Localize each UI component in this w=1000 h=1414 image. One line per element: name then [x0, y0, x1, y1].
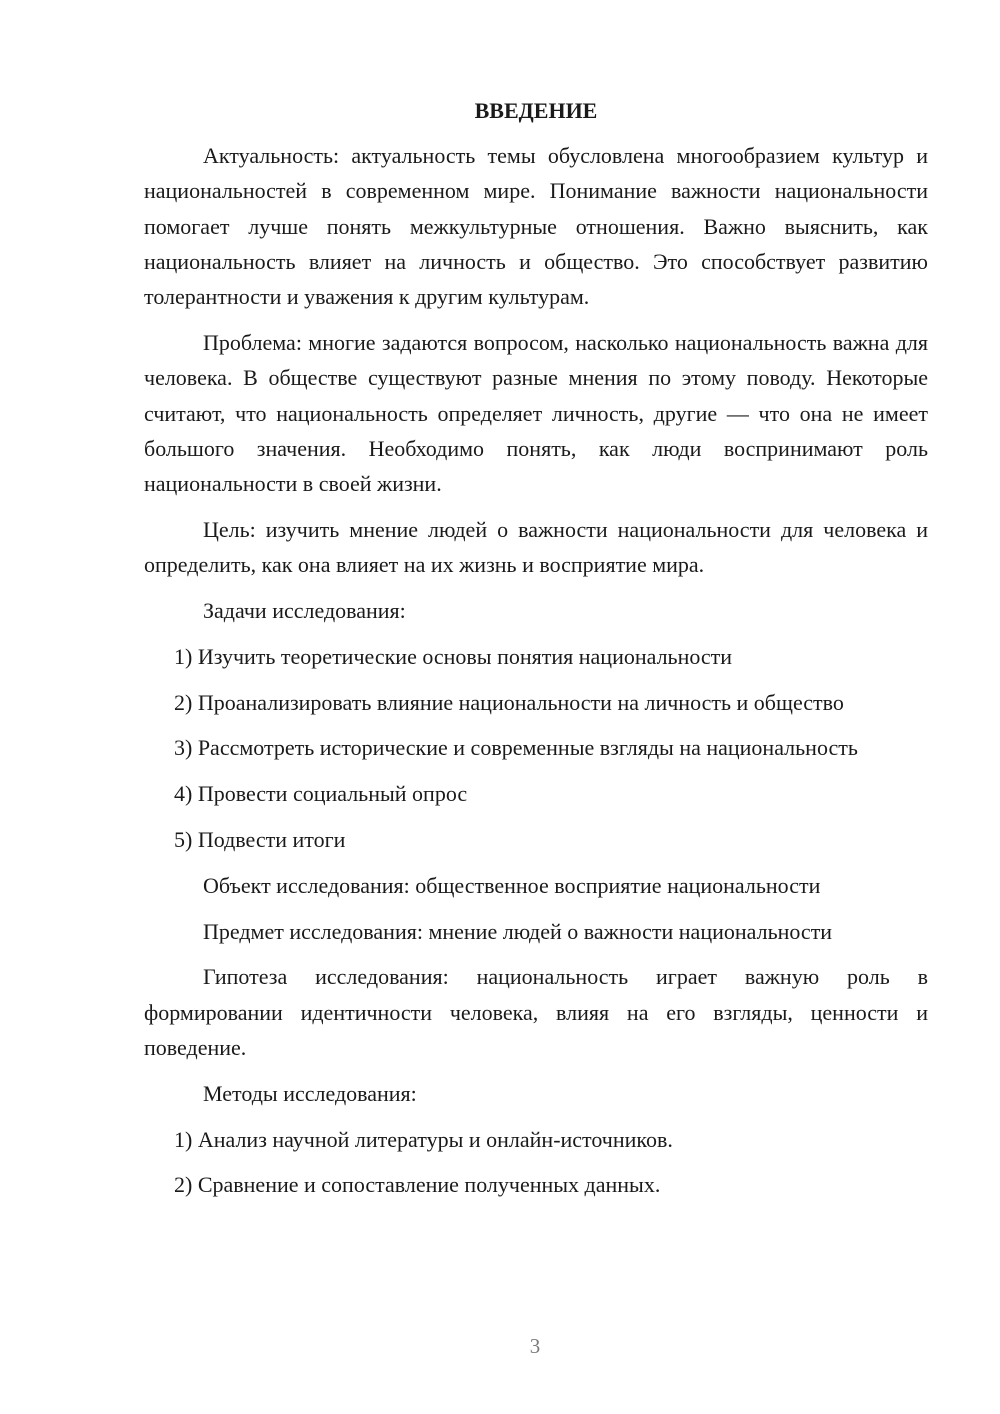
- tasks-heading: Задачи исследования:: [203, 598, 406, 624]
- task-item-2: 2) Проанализировать влияние национальности на личность и общество: [174, 689, 844, 715]
- paragraph-hypothesis: Гипотеза исследования: национальность играет важную роль в формировании идентичности человека, влияя на его взгляды, ценности и поведение.: [144, 964, 928, 1061]
- page-number: 3: [529, 1334, 541, 1358]
- task-item-3: 3) Рассмотреть исторические и современные взгляды на национальность: [174, 735, 858, 761]
- task-item-1: 1) Изучить теоретические основы понятия национальности: [174, 643, 733, 669]
- task-item-4: 4) Провести социальный опрос: [174, 781, 468, 807]
- task-item-5: 5) Подвести итоги: [174, 827, 346, 853]
- paragraph-relevance: Актуальность: актуальность темы обусловлена многообразием культур и национальностей в современном мире. Понимание важности национальности помогает лучше понять межкультурные отношения. Важно выяснить, как национальность влияет на личность и общество. Это способствует развитию толерантности и уважения к другим культурам.: [144, 143, 928, 310]
- paragraph-goal: Цель: изучить мнение людей о важности национальности для человека и определить, как она влияет на их жизнь и восприятие мира.: [144, 516, 928, 578]
- paragraph-problem: Проблема: многие задаются вопросом, насколько национальность важна для человека. В обществе существуют разные мнения по этому поводу. Некоторые считают, что национальность определяет личность, другие — что она не имеет большого значения. Необходимо понять, как люди воспринимают роль национальности в своей жизни.: [144, 329, 928, 497]
- methods-heading: Методы исследования:: [203, 1080, 417, 1106]
- method-item-1: 1) Анализ научной литературы и онлайн-источников.: [174, 1126, 673, 1152]
- method-item-2: 2) Сравнение и сопоставление полученных данных.: [174, 1172, 661, 1198]
- paragraph-subject: Предмет исследования: мнение людей о важности национальности: [203, 918, 833, 944]
- paragraph-object: Объект исследования: общественное восприятие национальности: [203, 872, 821, 898]
- section-heading: ВВЕДЕНИЕ: [474, 98, 598, 123]
- document-page: [144, 96, 928, 1213]
